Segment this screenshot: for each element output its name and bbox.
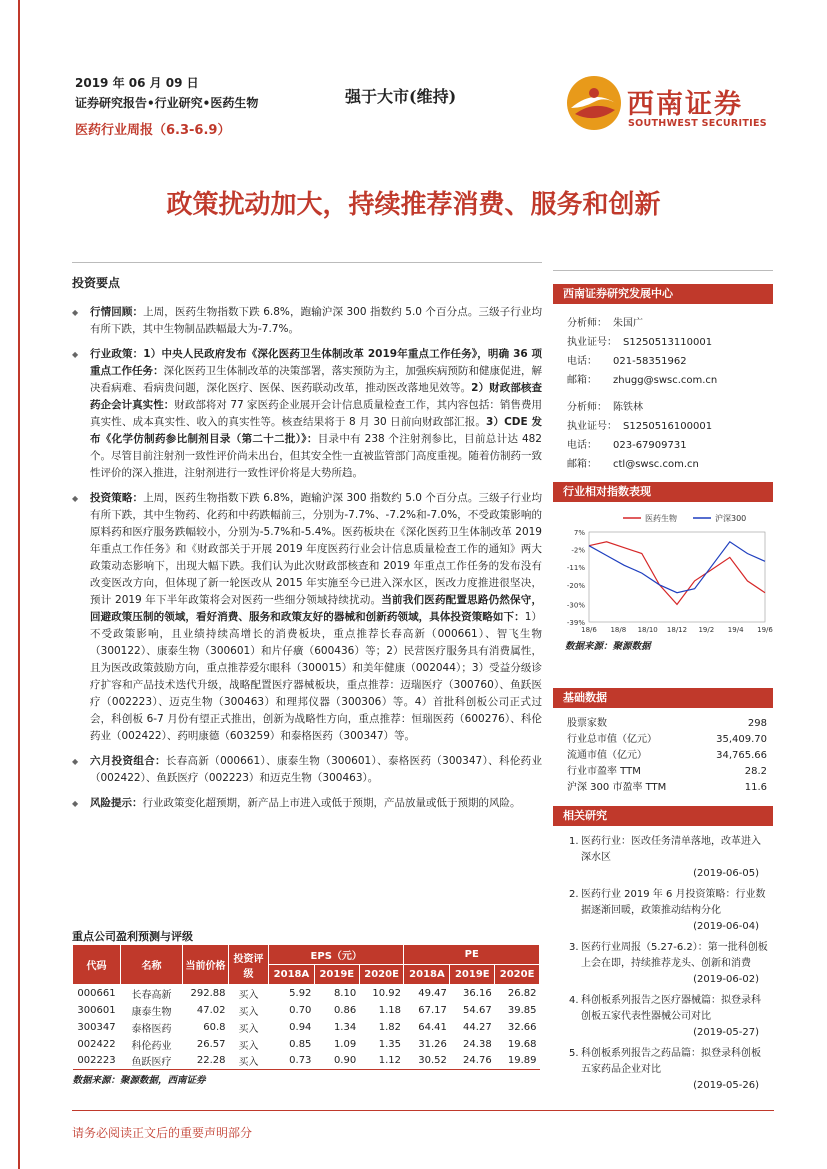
cell-rating: 买入 — [238, 989, 259, 1001]
legend-label: 医药生物 — [645, 514, 677, 523]
related-title: 科创板系列报告之医疗器械篇：拟登录科创板五家代表性器械公司对比 — [581, 995, 761, 1022]
analyst-row — [553, 455, 773, 474]
x-tick-label: 18/6 — [581, 626, 597, 634]
strategy-bold: 当前我们医药配置思路仍然保守，回避政策压制的领域，看好消费、服务和政策友好的器械和创新药领域，具体投资策略如下： — [90, 594, 542, 623]
logo-cn-text: 西南证券 — [627, 89, 743, 120]
related-num: 4. — [569, 995, 579, 1006]
stat-value: 298 — [747, 718, 767, 729]
analyst-value: zhugg@swsc.com.cn — [613, 375, 718, 386]
cell-code: 300347 — [77, 1021, 116, 1033]
stat-row — [553, 764, 773, 780]
related-date: (2019-05-26) — [693, 1080, 759, 1091]
analyst-panel — [553, 284, 773, 474]
cell-e3: 1.12 — [378, 1055, 401, 1067]
th-eps: EPS（元） — [269, 945, 404, 965]
left-accent-line — [18, 0, 20, 1169]
strategy-label: 投资策略： — [90, 492, 144, 504]
cell-p2: 24.76 — [463, 1055, 492, 1067]
cell-rating: 买入 — [238, 1040, 259, 1052]
disclaimer-footer: 请务必阅读正文后的重要声明部分 — [72, 1126, 253, 1140]
risk-text: 行业政策变化超预期，新产品上市进入或低于预期，产品放量或低于预期的风险。 — [142, 797, 521, 809]
analyst-row — [553, 352, 773, 371]
analyst-value: S1250516100001 — [623, 421, 713, 432]
stat-label: 行业总市值（亿元） — [567, 734, 657, 745]
th-year: 2020E — [495, 965, 540, 985]
y-tick-label: -2% — [571, 546, 585, 555]
related-num: 5. — [569, 1048, 579, 1059]
cell-e3: 1.35 — [378, 1038, 401, 1050]
cell-p1: 30.52 — [418, 1055, 447, 1067]
table-row — [73, 1019, 540, 1036]
cell-e1: 5.92 — [289, 987, 312, 999]
divider — [553, 270, 773, 271]
market-review — [72, 304, 542, 338]
analyst-value: 023-67909731 — [613, 440, 687, 451]
analyst-label: 电话： — [567, 356, 597, 367]
analyst-label: 分析师： — [567, 402, 607, 413]
cell-p3: 39.85 — [507, 1004, 537, 1016]
cell-code: 002223 — [77, 1055, 116, 1067]
y-tick-label: 7% — [573, 529, 585, 537]
policy-label: 行业政策：1）中央人民政府发布《深化医药卫生体制改革 2019年重点工作任务》，明确 36 项重点工作任务： — [90, 348, 542, 377]
stat-row — [553, 780, 773, 796]
related-date: (2019-06-05) — [693, 868, 759, 879]
cell-p2: 24.38 — [463, 1038, 492, 1050]
cell-e3: 1.82 — [378, 1021, 401, 1033]
related-title: 科创板系列报告之药品篇：拟登录科创板五家药品企业对比 — [581, 1048, 761, 1075]
stat-value: 28.2 — [744, 766, 767, 777]
related-title: 医药行业周报（5.27-6.2）：第一批科创板上会在即，持续推荐龙头、创新和消费 — [581, 942, 768, 969]
cell-code: 300601 — [77, 1004, 116, 1016]
related-item — [553, 1046, 773, 1094]
index-chart-panel — [553, 482, 773, 652]
logo-emblem-icon — [565, 74, 623, 132]
analyst-row — [553, 371, 773, 390]
analyst-row — [553, 333, 773, 352]
cell-e2: 1.34 — [333, 1021, 357, 1033]
stat-row — [553, 732, 773, 748]
stat-label: 沪深 300 市盈率 TTM — [567, 782, 667, 793]
cell-name: 长春高新 — [131, 989, 172, 1001]
analyst-value: 021-58351962 — [613, 356, 687, 367]
relative-index-chart — [553, 506, 773, 636]
strategy-text-1: 上周，医药生物指数下跌 6.8%，跑输沪深 300 指数约 5.0 个百分点。三级子行业均有所下跌，其中生物药、化药和中药跌幅前三，分别为-7.7%、-7.2%和-7.0%，不受政策影响的原料药和医疗服务跌幅较小，分别为-5.7%和-5.4%。医药板块在《深化医药卫生体制改革 2019 年重点工作任务》和《财政部关于开展 2019 年度医药行业会计信息质量检查工作的通知》两大政策动态影响下，出现大幅下跌。我们认为此次财政部核查和 2019 年重点工作任务的发布没有改变医改方向，但体现了新一轮医改从 2015 年实施至今已进入深水区，医改力度推进很坚决，预计 2019 年下半年政策将会对医药一些细分领域持续扰动。 — [90, 492, 543, 606]
cell-p2: 44.27 — [463, 1021, 492, 1033]
y-tick-label: -39% — [566, 619, 585, 627]
cell-code: 002422 — [77, 1038, 116, 1050]
cell-p1: 49.47 — [418, 987, 447, 999]
th-year: 2019E — [450, 965, 495, 985]
cell-rating: 买入 — [238, 1023, 259, 1035]
cell-name: 泰格医药 — [131, 1023, 172, 1035]
stat-label: 行业市盈率 TTM — [567, 766, 641, 777]
logo-en-text: SOUTHWEST SECURITIES — [628, 118, 767, 129]
x-tick-label: 19/2 — [698, 626, 715, 634]
divider — [72, 262, 542, 263]
cell-name: 鱼跃医疗 — [131, 1057, 172, 1069]
chart-source: 数据来源：聚源数据 — [565, 641, 651, 652]
x-tick-label: 19/6 — [757, 626, 773, 634]
y-tick-label: -30% — [566, 601, 585, 610]
cell-e1: 0.85 — [289, 1038, 312, 1050]
cell-e1: 0.73 — [289, 1055, 312, 1067]
cell-p1: 31.26 — [418, 1038, 447, 1050]
th-year: 2020E — [359, 965, 404, 985]
stat-row — [553, 716, 773, 732]
industry-rating: 强于大市(维持) — [345, 87, 457, 106]
research-center-title: 西南证券研究发展中心 — [553, 284, 773, 304]
cell-price: 26.57 — [196, 1038, 226, 1050]
stat-value: 34,765.66 — [716, 750, 767, 761]
analyst-value: ctl@swsc.com.cn — [613, 459, 699, 470]
th-pe: PE — [404, 945, 540, 965]
th-price: 当前价格 — [183, 945, 229, 985]
analyst-row — [553, 314, 773, 333]
risk-warning — [72, 795, 542, 812]
cell-e2: 0.86 — [333, 1004, 357, 1016]
cell-name: 科伦药业 — [131, 1040, 172, 1052]
basic-data-title: 基础数据 — [553, 688, 773, 708]
related-date: (2019-06-02) — [693, 974, 759, 985]
stat-value: 11.6 — [744, 782, 767, 793]
x-tick-label: 18/8 — [610, 626, 627, 634]
cell-price: 47.02 — [196, 1004, 226, 1016]
cell-name: 康泰生物 — [131, 1006, 172, 1018]
cell-p3: 19.89 — [507, 1055, 537, 1067]
y-tick-label: -20% — [566, 581, 585, 590]
analyst-value: 陈铁林 — [613, 402, 643, 413]
report-date: 2019 年 06 月 09 日 — [75, 76, 199, 90]
cell-p3: 26.82 — [507, 987, 537, 999]
section-title: 投资要点 — [72, 276, 121, 290]
series-line-1 — [589, 542, 765, 605]
related-research-title: 相关研究 — [553, 806, 773, 826]
earnings-table — [72, 944, 540, 1087]
analyst-value: 朱国广 — [613, 318, 643, 329]
industry-policy — [72, 346, 542, 482]
cell-e2: 1.09 — [333, 1038, 357, 1050]
stat-label: 股票家数 — [567, 718, 607, 729]
report-weekly: 医药行业周报（6.3-6.9） — [75, 123, 231, 138]
stat-row — [553, 748, 773, 764]
cell-price: 60.8 — [203, 1021, 226, 1033]
footer-divider — [72, 1110, 774, 1111]
risk-label: 风险提示： — [90, 797, 143, 809]
related-title: 医药行业：医改任务清单落地，改革进入深水区 — [581, 836, 761, 863]
cell-e1: 0.70 — [289, 1004, 312, 1016]
analyst-value: S1250513110001 — [623, 337, 713, 348]
plot-frame — [589, 532, 765, 622]
analyst-label: 邮箱： — [567, 375, 597, 386]
th-rating: 投资评级 — [229, 945, 269, 985]
table-row — [73, 1002, 540, 1019]
portfolio-text: 长春高新（000661）、康泰生物（300601）、泰格医药（300347）、科伦药业（002422）、鱼跃医疗（002223）和迈克生物（300463）。 — [90, 755, 543, 784]
x-tick-label: 18/10 — [637, 626, 658, 634]
table-row — [73, 1036, 540, 1053]
x-tick-label: 19/4 — [727, 626, 744, 634]
june-portfolio — [72, 753, 542, 787]
market-review-text: 上周，医药生物指数下跌 6.8%，跑输沪深 300 指数约 5.0 个百分点。三级子行业均有所下跌，其中生物制品跌幅最大为-7.7%。 — [90, 306, 543, 335]
cell-price: 22.28 — [196, 1055, 226, 1067]
x-tick-label: 18/12 — [666, 626, 688, 634]
market-review-label: 行情回顾： — [90, 306, 144, 318]
company-logo — [565, 74, 770, 134]
cell-code: 000661 — [77, 987, 116, 999]
stat-value: 35,409.70 — [716, 734, 767, 745]
analyst-row — [553, 417, 773, 436]
related-title: 医药行业 2019 年 6 月投资策略：行业数据逐渐回暖，政策推动结构分化 — [581, 889, 766, 916]
related-item — [553, 993, 773, 1041]
investment-strategy — [72, 490, 542, 745]
th-name: 名称 — [121, 945, 183, 985]
cell-p3: 19.68 — [507, 1038, 537, 1050]
th-year: 2019E — [314, 965, 359, 985]
basic-data-panel — [553, 688, 773, 796]
table-title: 重点公司盈利预测与评级 — [72, 930, 193, 943]
analyst-row — [553, 436, 773, 455]
y-tick-label: -11% — [566, 564, 585, 573]
analyst-row — [553, 398, 773, 417]
table-row — [73, 1053, 540, 1070]
table-row — [73, 985, 540, 1002]
cell-e2: 8.10 — [333, 987, 357, 999]
stat-label: 流通市值（亿元） — [567, 750, 647, 761]
related-num: 3. — [569, 942, 579, 953]
th-year: 2018A — [404, 965, 450, 985]
cell-e2: 0.90 — [333, 1055, 357, 1067]
cell-e1: 0.94 — [289, 1021, 312, 1033]
investment-highlights — [72, 275, 542, 820]
cell-rating: 买入 — [238, 1006, 259, 1018]
policy-text-2: 财政部将对 77 家医药企业展开会计信息质量检查工作，其内容包括：销售费用真实性、成本真实性、收入的真实性等。核查结果将于 8 月 30 日前向财政部汇报。 — [90, 399, 542, 428]
policy-text-3: 目录中有 238 个注射剂参比，目前总计达 482 个。尽管目前注射剂一致性评价尚未出台，但其安全性一直被监管部门高度重视。随着仿制药一致性评价的深入推进，注射剂进行一致性评价将是大势所趋。 — [90, 433, 542, 479]
strategy-text-2: 1）不受政策影响，且业绩持续高增长的消费板块，重点推荐长春高新（000661）、智飞生物（300122）、康泰生物（300601）和片仔癀（600436）等；2）民营医疗服务具有消费属性，且为医改政策鼓励方向，重点推荐爱尔眼科（300015）和美年健康（002044）；3）受益分级诊疗扩容和产品技术迭代升级，战略配置医疗器械板块，重点推荐：迈瑞医疗（300760）、鱼跃医疗（002223）、迈克生物（300463）和理邦仪器（300306）等。4）首批科创板公司正式过会，科创板 6-7 月份有望正式推出，创新为战略性方向，重点推荐：恒瑞医药（600276）、科伦药业（002422）、药明康德（603259）和泰格医药（300347）等。 — [90, 611, 543, 742]
series-line-2 — [589, 542, 765, 593]
cell-p3: 32.66 — [507, 1021, 537, 1033]
cell-p1: 64.41 — [418, 1021, 447, 1033]
report-type: 证券研究报告•行业研究•医药生物 — [75, 96, 259, 110]
policy-label-2: 2）财政部核查药企会计真实性： — [90, 382, 543, 411]
policy-label-3: 3）CDE 发布《化学仿制药参比制剂目录（第二十二批）》： — [90, 416, 542, 445]
cell-e3: 10.92 — [372, 987, 401, 999]
related-item — [553, 834, 773, 882]
th-code: 代码 — [73, 945, 121, 985]
analyst-label: 执业证号： — [567, 421, 617, 432]
related-item — [553, 940, 773, 988]
cell-e3: 1.18 — [378, 1004, 401, 1016]
related-research-panel — [553, 806, 773, 1099]
index-chart-title: 行业相对指数表现 — [553, 482, 773, 502]
cell-rating: 买入 — [238, 1057, 259, 1069]
cell-p2: 54.67 — [463, 1004, 492, 1016]
analyst-label: 分析师： — [567, 318, 607, 329]
table-source: 数据来源：聚源数据，西南证券 — [72, 1075, 206, 1087]
cell-p1: 67.17 — [418, 1004, 447, 1016]
policy-text-1: 深化医药卫生体制改革的决策部署，落实预防为主，加强疾病预防和健康促进，解决看病难、看病贵问题，深化医疗、医保、医药联动改革，推动医改落地见效等。 — [90, 365, 543, 394]
related-num: 1. — [569, 836, 579, 847]
analyst-label: 执业证号： — [567, 337, 617, 348]
analyst-label: 邮箱： — [567, 459, 597, 470]
th-year: 2018A — [269, 965, 315, 985]
cell-price: 292.88 — [190, 987, 226, 999]
cell-p2: 36.16 — [463, 987, 492, 999]
related-item — [553, 887, 773, 935]
analyst-label: 电话： — [567, 440, 597, 451]
legend-label: 沪深300 — [715, 514, 747, 523]
related-date: (2019-06-04) — [693, 921, 759, 932]
related-num: 2. — [569, 889, 579, 900]
report-title: 政策扰动加大，持续推荐消费、服务和创新 — [166, 190, 661, 220]
portfolio-label: 六月投资组合： — [90, 755, 166, 767]
related-date: (2019-05-27) — [693, 1027, 759, 1038]
